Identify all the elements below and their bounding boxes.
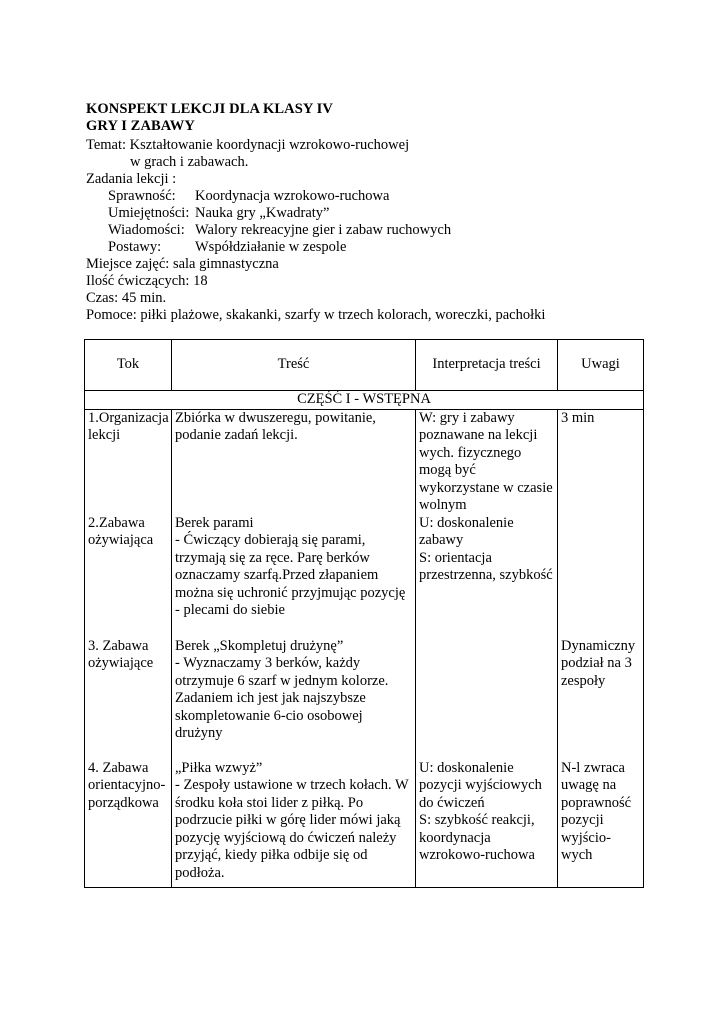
task-value: Nauka gry „Kwadraty” bbox=[195, 205, 330, 221]
tok-cell bbox=[85, 409, 172, 887]
document-subtitle: GRY I ZABAWY bbox=[86, 118, 195, 134]
interpretacja-organizacja: W: gry i zabawy poznawane na lekcji wych. fizycznego mogą być wykorzystane w czasie wolnym bbox=[419, 409, 553, 513]
table-row bbox=[85, 409, 644, 887]
interpretacja-pilka-wzwyz: U: doskonalenie pozycji wyjściowych do ćwiczeń S: szybkość reakcji, koordynacja wzrokowo-ruchowa bbox=[419, 759, 542, 863]
tresc-organizacja: Zbiórka w dwuszeregu, powitanie, podanie zadań lekcji. bbox=[175, 409, 376, 443]
tok-organizacja: 1.Organizacja lekcji bbox=[88, 409, 169, 443]
document-title: KONSPEKT LEKCJI DLA KLASY IV bbox=[86, 101, 333, 117]
interpretacja-cell bbox=[416, 409, 558, 887]
header-tresc: Treść bbox=[172, 340, 416, 391]
tresc-berek-parami: Berek parami - Ćwiczący dobierają się parami, trzymają się za ręce. Parę berków oznaczamy szarfą.Przed złapaniem można się uchronić przyjmując pozycję - plecami do siebie bbox=[175, 514, 406, 618]
task-label: Postawy: bbox=[108, 239, 162, 255]
uwagi-berek-parami bbox=[561, 515, 640, 638]
section-row bbox=[85, 391, 644, 410]
tok-zabawa-3: 3. Zabawa ożywiające bbox=[88, 637, 154, 671]
tresc-cell bbox=[172, 409, 416, 887]
uwagi-pilka-wzwyz: N-l zwraca uwagę na poprawność pozycji wyjścio-wych bbox=[561, 759, 632, 863]
task-label: Umiejętności: bbox=[108, 205, 190, 221]
tok-zabawa-2: 2.Zabawa ożywiająca bbox=[88, 514, 154, 548]
task-label: Wiadomości: bbox=[108, 222, 185, 238]
lesson-table bbox=[84, 339, 644, 888]
task-value: Walory rekreacyjne gier i zabaw ruchowych bbox=[195, 222, 452, 238]
pomoce-line: Pomoce: piłki plażowe, skakanki, szarfy w trzech kolorach, woreczki, pachołki bbox=[86, 307, 546, 323]
interpretacja-berek-parami: U: doskonalenie zabawy S: orientacja przestrzenna, szybkość bbox=[419, 514, 553, 583]
task-label: Sprawność: bbox=[108, 188, 176, 204]
temat-line-continued: w grach i zabawach. bbox=[130, 154, 249, 170]
task-wiadomosci bbox=[108, 222, 451, 239]
czas-line: Czas: 45 min. bbox=[86, 290, 167, 306]
task-value: Koordynacja wzrokowo-ruchowa bbox=[195, 188, 390, 204]
task-umiejetnosci bbox=[108, 205, 329, 222]
temat-line: Temat: Kształtowanie koordynacji wzrokowo-ruchowej bbox=[86, 137, 410, 153]
uwagi-cell bbox=[558, 409, 644, 887]
tok-zabawa-4: 4. Zabawa orientacyjno-porządkowa bbox=[88, 759, 166, 811]
task-value: Współdziałanie w zespole bbox=[195, 239, 347, 255]
uwagi-organizacja: 3 min bbox=[561, 409, 595, 426]
table-header-row bbox=[85, 340, 644, 391]
miejsce-line: Miejsce zajęć: sala gimnastyczna bbox=[86, 256, 279, 272]
header-tok: Tok bbox=[85, 340, 172, 391]
uwagi-skompletuj: Dynamiczny podział na 3 zespoły bbox=[561, 637, 636, 689]
tresc-skompletuj: Berek „Skompletuj drużynę” - Wyznaczamy 3 berków, każdy otrzymuje 6 szarf w jednym kolorze. Zadaniem ich jest jak najszybsze skompletowanie 6-cio osobowej drużyny bbox=[175, 637, 389, 741]
tresc-pilka-wzwyz: „Piłka wzwyż” - Zespoły ustawione w trzech kołach. W środku koła stoi lider z piłką. Po podrzucie piłki w górę lider mówi jaką pozycję wyjściową do ćwiczeń należy przyjąć, kiedy piłka odbije się od podłoża. bbox=[175, 759, 409, 881]
task-sprawnosc bbox=[108, 188, 389, 205]
header-interpretacja: Interpretacja treści bbox=[416, 340, 558, 391]
ilosc-line: Ilość ćwiczących: 18 bbox=[86, 273, 208, 289]
task-postawy bbox=[108, 239, 346, 256]
zadania-heading: Zadania lekcji : bbox=[86, 171, 177, 187]
interpretacja-skompletuj bbox=[419, 638, 554, 760]
header-uwagi: Uwagi bbox=[558, 340, 644, 391]
section-title: CZĘŚĆ I - WSTĘPNA bbox=[85, 391, 644, 410]
